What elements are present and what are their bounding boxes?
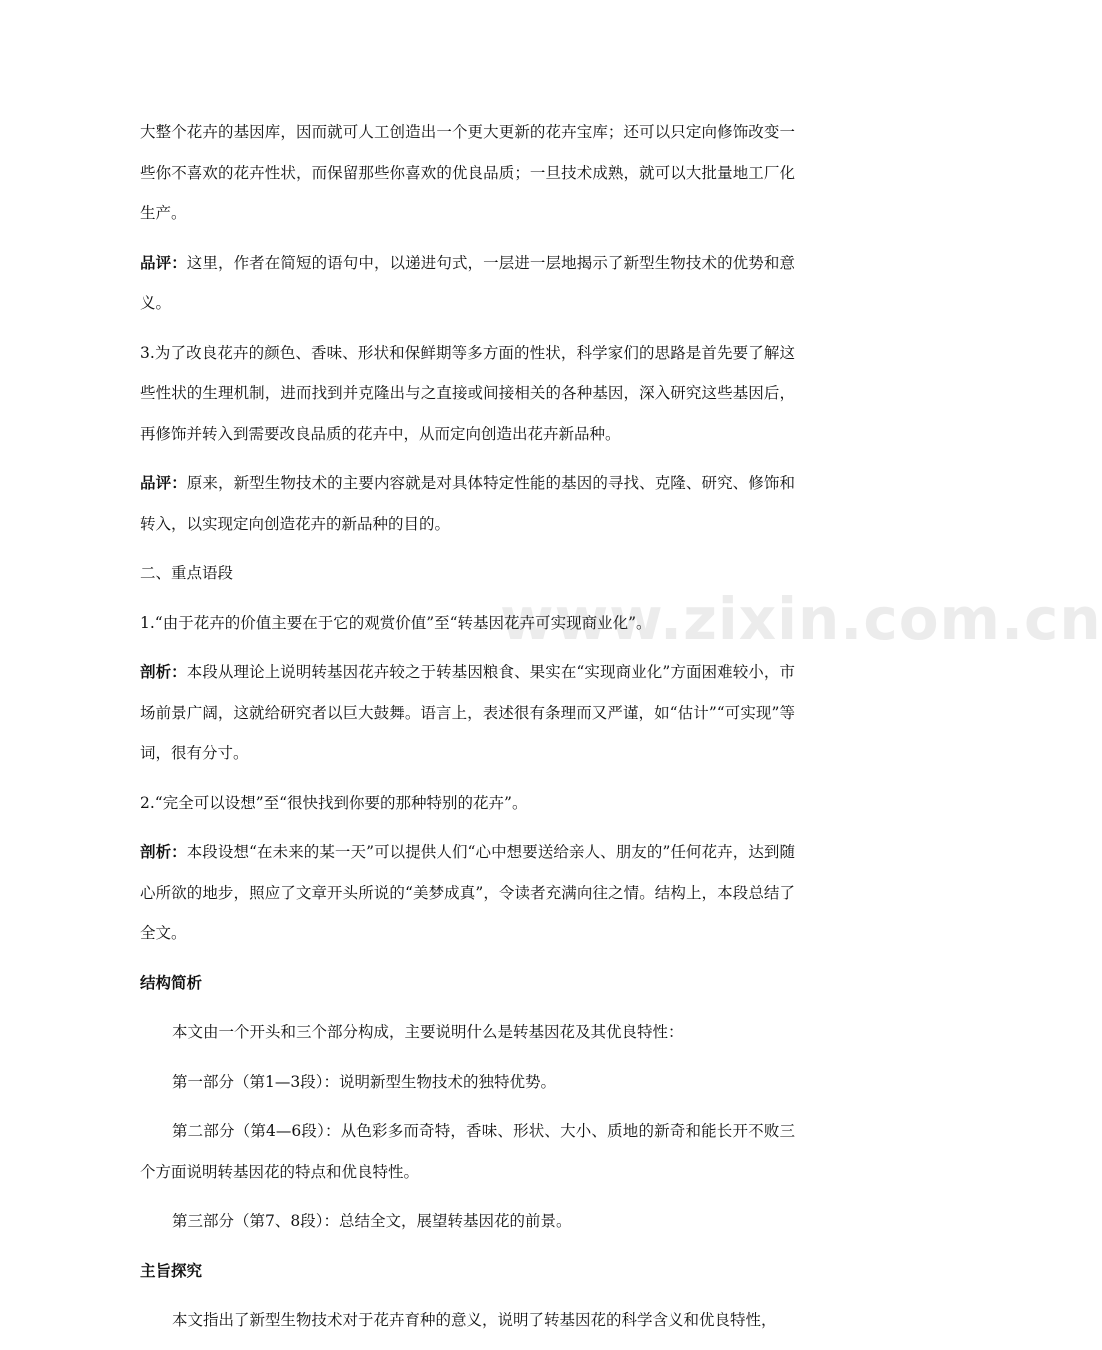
structure-intro: 本文由一个开头和三个部分构成，主要说明什么是转基因花及其优良特性：	[172, 1023, 684, 1041]
comment-label: 品评：	[140, 253, 187, 272]
paragraph: 3.为了改良花卉的颜色、香味、形状和保鲜期等多方面的性状，科学家们的思路是首先要了解这些性状的生理机制，进而找到并克隆出与之直接或间接相关的各种基因，深入研究这些基因后，再修饰并转入到需要改良品质的花卉中，从而定向创造出花卉新品种。	[140, 343, 795, 443]
document-page	[140, 112, 795, 1350]
watermark: www.zixin.com.cn	[500, 585, 1102, 653]
key-passage: 1.“由于花卉的价值主要在于它的观赏价值”至“转基因花卉可实现商业化”。	[140, 613, 652, 632]
comment-paragraph	[140, 463, 795, 544]
theme-heading: 主旨探究	[140, 1261, 203, 1280]
analysis-paragraph	[140, 652, 795, 774]
structure-part-1: 第一部分（第1—3段）：说明新型生物技术的独特优势。	[172, 1072, 556, 1091]
comment-text: 原来，新型生物技术的主要内容就是对具体特定性能的基因的寻找、克隆、研究、修饰和转入，以实现定向创造花卉的新品种的目的。	[140, 474, 795, 533]
key-passage: 2.“完全可以设想”至“很快找到你要的那种特别的花卉”。	[140, 793, 528, 812]
comment-label: 品评：	[140, 474, 187, 492]
comment-paragraph	[140, 243, 795, 324]
structure-part-2: 第二部分（第4—6段）：从色彩多而奇特，香味、形状、大小、质地的新奇和能长开不败三个方面说明转基因花的特点和优良特性。	[140, 1122, 795, 1181]
analysis-label: 剖析：	[140, 843, 187, 861]
paragraph: 大整个花卉的基因库，因而就可人工创造出一个更大更新的花卉宝库；还可以只定向修饰改变一些你不喜欢的花卉性状，而保留那些你喜欢的优良品质；一旦技术成熟，就可以大批量地工厂化生产。	[140, 123, 795, 222]
analysis-label: 剖析：	[140, 663, 187, 681]
comment-text: 这里，作者在简短的语句中，以递进句式，一层进一层地揭示了新型生物技术的优势和意义。	[140, 253, 795, 312]
analysis-paragraph	[140, 832, 795, 954]
theme-paragraph: 本文指出了新型生物技术对于花卉育种的意义，说明了转基因花的科学含义和优良特性，	[172, 1311, 777, 1329]
structure-part-3: 第三部分（第7、8段）：总结全文，展望转基因花的前景。	[172, 1212, 572, 1230]
analysis-text: 本段设想“在未来的某一天”可以提供人们“心中想要送给亲人、朋友的”任何花卉，达到随心所欲的地步，照应了文章开头所说的“美梦成真”，令读者充满向往之情。结构上，本段总结了全文。	[140, 843, 795, 942]
structure-heading: 结构简析	[140, 973, 203, 992]
analysis-text: 本段从理论上说明转基因花卉较之于转基因粮食、果实在“实现商业化”方面困难较小，市场前景广阔，这就给研究者以巨大鼓舞。语言上，表述很有条理而又严谨，如“估计”“可实现”等词，很有分寸。	[140, 663, 795, 762]
section-heading: 二、重点语段	[140, 564, 234, 582]
